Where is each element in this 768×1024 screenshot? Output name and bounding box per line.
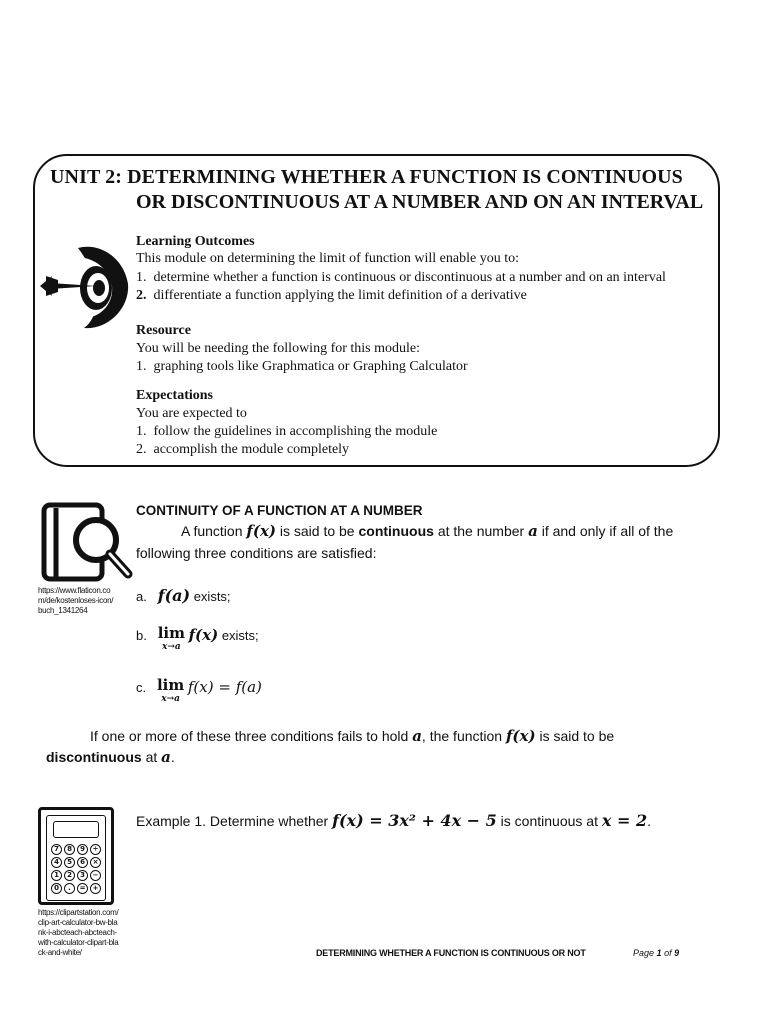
item-text: determine whether a function is continuous or discontinuous at a number and on an interval — [153, 270, 666, 285]
calculator-icon — [38, 807, 114, 905]
calculator-key: ÷ — [90, 844, 101, 855]
expectation-item — [136, 442, 349, 458]
fail-bold-discontinuous: discontinuous — [46, 749, 142, 765]
condition-math: f(x) = f(a) — [187, 678, 262, 696]
condition-label: a. — [136, 589, 147, 604]
limit-expression — [157, 678, 184, 706]
fail-text: , the function — [421, 728, 503, 744]
calculator-key: = — [77, 883, 88, 894]
calculator-key: 1 — [51, 870, 62, 881]
limit-expression — [158, 626, 185, 654]
item-number: 2. — [136, 288, 147, 303]
calculator-key: . — [64, 883, 75, 894]
expectations-heading: Expectations — [136, 388, 213, 403]
fail-text: at — [145, 749, 158, 765]
item-text: accomplish the module completely — [153, 442, 350, 457]
example-math-x: x = 2 — [601, 811, 648, 830]
fail-text: . — [170, 749, 175, 765]
calculator-key: 2 — [64, 870, 75, 881]
calculator-icon-source: https://clipartstation.com/clip-art-calculator-bw-blank-i-abcteach-abcteach-with-calculator-clipart-black-and-white/ — [38, 908, 119, 957]
calculator-key: 4 — [51, 857, 62, 868]
item-number: 1. — [136, 359, 147, 374]
item-number: 1. — [136, 270, 147, 285]
item-number: 2. — [136, 442, 147, 457]
unit-title-line-1: UNIT 2: DETERMINING WHETHER A FUNCTION IS CONTINUOUS — [50, 166, 683, 188]
learning-outcomes-intro: This module on determining the limit of function will enable you to: — [136, 251, 519, 266]
item-text: follow the guidelines in accomplishing the module — [153, 424, 438, 439]
fail-math-a: a — [161, 748, 171, 766]
calculator-display — [53, 821, 99, 838]
book-icon-source: https://www.flaticon.com/de/kostenloses-icon/buch_1341264 — [38, 586, 114, 615]
footer-page-number — [633, 948, 679, 958]
page-of: of — [664, 948, 672, 958]
book-magnifier-icon — [40, 502, 134, 584]
item-number: 1. — [136, 424, 147, 439]
calculator-key: 3 — [77, 870, 88, 881]
calculator-key: − — [90, 870, 101, 881]
definition-math-a: a — [528, 522, 538, 540]
discontinuity-line-1 — [90, 727, 614, 745]
fail-math-a: a — [412, 727, 422, 745]
page-total: 9 — [674, 948, 680, 958]
footer-title: DETERMINING WHETHER A FUNCTION IS CONTINUOUS OR NOT — [316, 948, 586, 958]
calculator-key: 0 — [51, 883, 62, 894]
condition-text: exists; — [193, 589, 231, 604]
limit-word: lim — [156, 676, 185, 694]
calculator-key: × — [90, 857, 101, 868]
expectations-intro: You are expected to — [136, 406, 247, 421]
item-text: differentiate a function applying the limit definition of a derivative — [153, 288, 527, 303]
calculator-key: 8 — [64, 844, 75, 855]
target-arrow-icon — [38, 236, 130, 332]
condition-label: b. — [136, 628, 147, 643]
condition-math: f(a) — [157, 586, 191, 605]
fail-text: is said to be — [539, 728, 615, 744]
condition-text: exists; — [221, 628, 259, 643]
limit-subscript: x→a — [161, 694, 180, 704]
calculator-keypad — [51, 844, 103, 894]
limit-subscript: x→a — [161, 642, 181, 652]
definition-text: if and only if all of the — [541, 523, 674, 539]
calculator-key: 5 — [64, 857, 75, 868]
item-text: graphing tools like Graphmatica or Graphing Calculator — [153, 359, 468, 374]
condition-b — [136, 626, 259, 654]
definition-math-fx: f(x) — [246, 522, 276, 540]
calculator-key: + — [90, 883, 101, 894]
example-math-function: f(x) = 3x² + 4x − 5 — [332, 811, 497, 830]
learning-outcome-item — [136, 270, 666, 286]
continuity-heading: CONTINUITY OF A FUNCTION AT A NUMBER — [136, 503, 423, 518]
condition-c — [136, 678, 262, 706]
page-current: 1 — [656, 948, 662, 958]
example-1 — [136, 811, 651, 830]
calculator-body — [46, 815, 106, 901]
fail-text: If one or more of these three conditions fails to hold — [90, 728, 409, 744]
expectation-item — [136, 424, 437, 440]
definition-text: A function — [181, 523, 243, 539]
definition-text: is said to be — [279, 523, 355, 539]
resource-intro: You will be needing the following for this module: — [136, 341, 420, 356]
example-text: . — [647, 813, 651, 829]
definition-text: at the number — [437, 523, 525, 539]
example-text: is continuous at — [500, 813, 598, 829]
discontinuity-line-2 — [46, 748, 175, 766]
calculator-key: 7 — [51, 844, 62, 855]
definition-bold-continuous: continuous — [358, 523, 434, 539]
calculator-key: 9 — [77, 844, 88, 855]
unit-title-line-2: OR DISCONTINUOUS AT A NUMBER AND ON AN INTERVAL — [136, 191, 704, 213]
limit-word: lim — [157, 624, 185, 642]
learning-outcomes-heading: Learning Outcomes — [136, 234, 255, 249]
condition-label: c. — [136, 680, 147, 695]
page-label: Page — [633, 948, 655, 958]
learning-outcome-item — [136, 288, 527, 304]
resource-item — [136, 359, 468, 375]
resource-heading: Resource — [136, 323, 191, 338]
fail-math-fx: f(x) — [505, 727, 536, 745]
condition-math: f(x) — [188, 626, 219, 644]
continuity-definition-line-2: following three conditions are satisfied: — [136, 545, 377, 561]
example-text: Example 1. Determine whether — [136, 813, 329, 829]
calculator-key: 6 — [77, 857, 88, 868]
continuity-definition-line-1 — [181, 522, 673, 540]
condition-a — [136, 586, 231, 605]
